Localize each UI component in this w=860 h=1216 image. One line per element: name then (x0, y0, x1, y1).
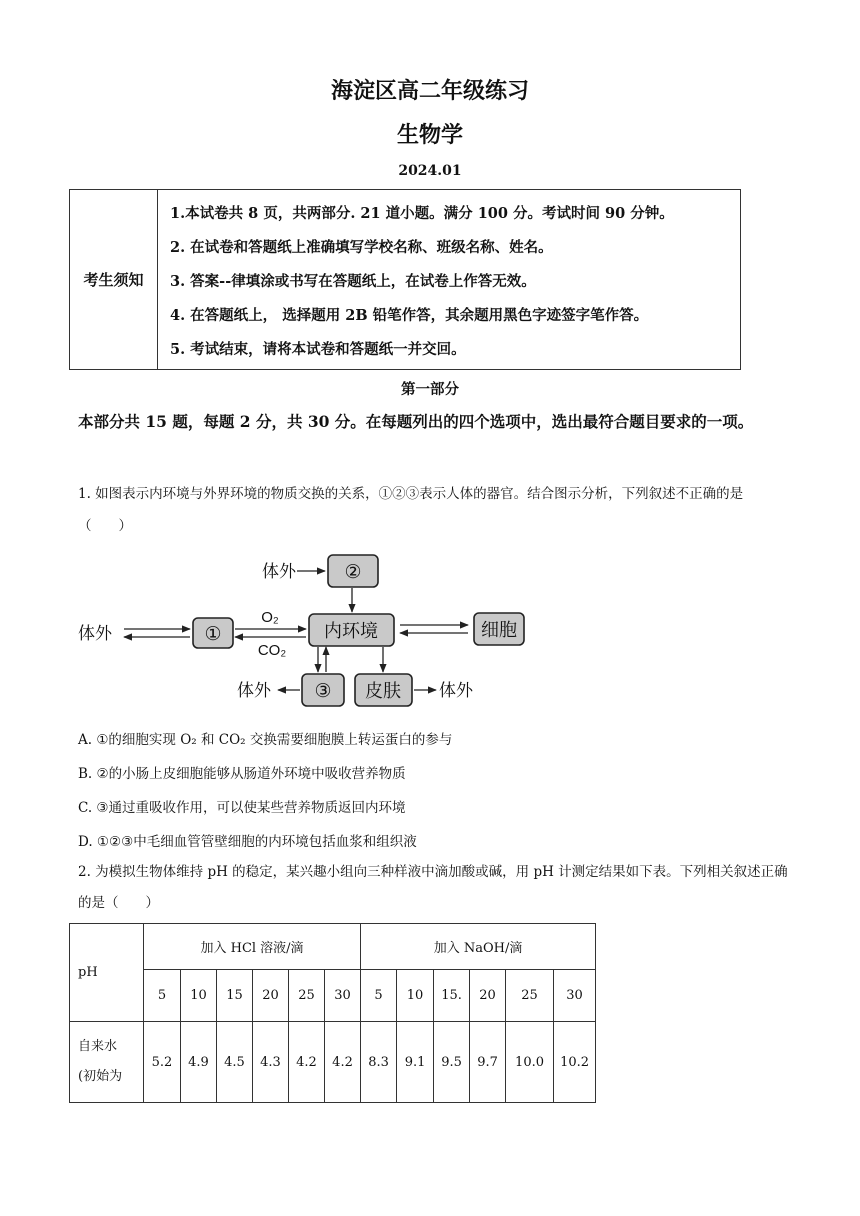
row-label-tap-water (70, 1022, 144, 1103)
notice-list (170, 202, 674, 372)
drop-count: 30 (325, 970, 361, 1022)
drop-count: 15. (434, 970, 470, 1022)
ph-table (69, 923, 596, 1103)
exchange-diagram (72, 548, 542, 716)
organ-2-label: ② (344, 562, 362, 583)
row-label-line: 自来水 (78, 1039, 118, 1054)
question-1-stem: 1. 如图表示内环境与外界环境的物质交换的关系，①②③表示人体的器官。结合图示分析，下列叙述不正确的是（ ） (78, 486, 744, 534)
cell-label: 细胞 (481, 620, 517, 640)
notice-box (69, 189, 741, 370)
part-intro: 本部分共 15 题，每题 2 分，共 30 分。在每题列出的四个选项中，选出最符合题目要求的一项。 (78, 412, 754, 431)
ph-value: 8.3 (361, 1022, 397, 1103)
drop-count: 25 (506, 970, 554, 1022)
outside-label: 体外 (78, 624, 112, 643)
drop-count: 20 (253, 970, 289, 1022)
ph-value: 10.0 (506, 1022, 554, 1103)
option-a: A. ①的细胞实现 O₂ 和 CO₂ 交换需要细胞膜上转运蛋白的参与 (78, 732, 453, 748)
organ-1-label: ① (204, 624, 222, 645)
ph-value: 4.2 (325, 1022, 361, 1103)
row-label-line: (初始为 (78, 1069, 123, 1084)
ph-value: 4.9 (181, 1022, 217, 1103)
o2-label: O₂ (261, 609, 279, 626)
option-d: D. ①②③中毛细血管管壁细胞的内环境包括血浆和组织液 (78, 834, 417, 850)
ph-value: 9.5 (434, 1022, 470, 1103)
exam-date: 2024.01 (398, 163, 462, 179)
notice-item: 3. 答案--律填涂或书写在答题纸上，在试卷上作答无效。 (170, 273, 536, 290)
option-b: B. ②的小肠上皮细胞能够从肠道外环境中吸收营养物质 (78, 766, 406, 782)
outside-label: 体外 (262, 562, 296, 581)
drop-count: 30 (554, 970, 596, 1022)
hcl-header: 加入 HCl 溶液/滴 (144, 924, 361, 970)
ph-value: 4.2 (289, 1022, 325, 1103)
notice-label: 考生须知 (70, 190, 158, 369)
ph-value: 4.5 (217, 1022, 253, 1103)
ph-value: 9.1 (397, 1022, 434, 1103)
question-2-stem: 2. 为模拟生物体维持 pH 的稳定，某兴趣小组向三种样液中滴加酸或碱，用 pH 计测定结果如下表。下列相关叙述正确的是（ ） (78, 864, 788, 911)
drop-count: 5 (144, 970, 181, 1022)
ph-value: 4.3 (253, 1022, 289, 1103)
ph-value: 10.2 (554, 1022, 596, 1103)
drop-count: 10 (181, 970, 217, 1022)
internal-environment-label: 内环境 (324, 621, 378, 641)
option-c: C. ③通过重吸收作用，可以使某些营养物质返回内环境 (78, 800, 406, 816)
drop-count: 15 (217, 970, 253, 1022)
drop-count: 25 (289, 970, 325, 1022)
notice-item: 1.本试卷共 8 页，共两部分. 21 道小题。满分 100 分。考试时间 90 分钟。 (170, 205, 674, 222)
notice-item: 4. 在答题纸上， 选择题用 2B 铅笔作答，其余题用黑色字迹签字笔作答。 (170, 307, 649, 324)
table-corner: pH (70, 924, 144, 1022)
outside-label: 体外 (237, 681, 271, 700)
notice-item: 2. 在试卷和答题纸上准确填写学校名称、班级名称、姓名。 (170, 239, 553, 256)
ph-value: 5.2 (144, 1022, 181, 1103)
organ-3-label: ③ (314, 681, 332, 702)
exam-title: 海淀区高二年级练习 (330, 78, 529, 104)
drop-count: 5 (361, 970, 397, 1022)
co2-label: CO₂ (257, 642, 287, 659)
part-title: 第一部分 (401, 381, 459, 398)
ph-value: 9.7 (470, 1022, 506, 1103)
naoh-header: 加入 NaOH/滴 (361, 924, 596, 970)
drop-count: 10 (397, 970, 434, 1022)
drop-count: 20 (470, 970, 506, 1022)
subject-title: 生物学 (396, 122, 463, 148)
outside-label: 体外 (439, 681, 473, 700)
notice-item: 5. 考试结束，请将本试卷和答题纸一并交回。 (170, 341, 466, 358)
skin-label: 皮肤 (365, 681, 401, 701)
